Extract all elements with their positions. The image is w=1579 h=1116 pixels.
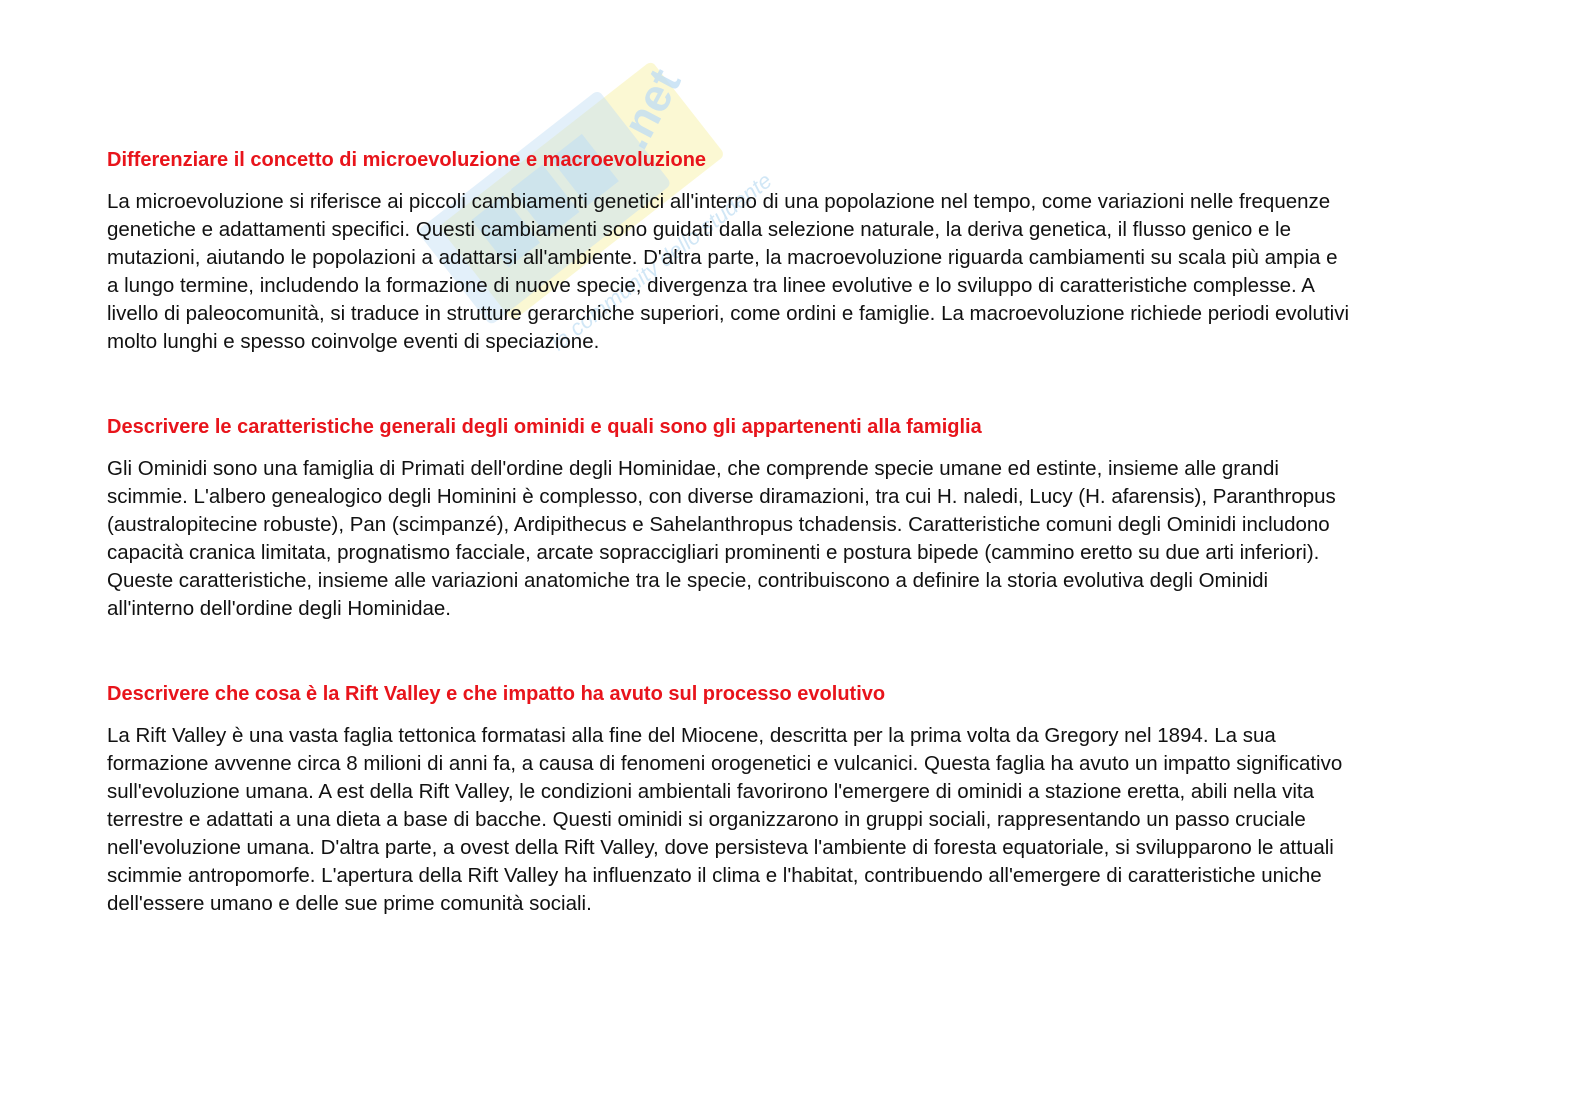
section-title: Descrivere che cosa è la Rift Valley e che impatto ha avuto sul processo evolutivo [107,683,886,705]
section-body: La Rift Valley è una vasta faglia tettonica formatasi alla fine del Miocene, descritta per la prima volta da Gregory nel 1894. La sua formazione avvenne circa 8 milioni di anni fa, a causa di fenomeni orogenetici e vulcanici. Questa faglia ha avuto un impatto significativo sull'evoluzione umana. A est della Rift Valley, le condizioni ambientali favorirono l'emergere di ominidi a stazione eretta, abili nella vita terrestre e adattati a una dieta a base di bacche. Questi ominidi si organizzarono in gruppi sociali, rappresentando un passo cruciale nell'evoluzione umana. D'altra parte, a ovest della Rift Valley, dove persisteva l'ambiente di foresta equatoriale, si svilupparono le attuali scimmie antropomorfe. L'apertura della Rift Valley ha influenzato il clima e l'habitat, contribuendo all'emergere di caratteristiche uniche dell'essere umano e delle sue prime comunità sociali. [107,724,1343,915]
section-rift-valley [107,680,1477,918]
section-title: Descrivere le caratteristiche generali degli ominidi e quali sono gli appartenenti alla famiglia [107,416,982,438]
document-content [107,146,1477,918]
section-ominidi [107,413,1477,623]
section-title: Differenziare il concetto di microevoluzione e macroevoluzione [107,149,707,171]
section-microevoluzione [107,146,1477,356]
watermark-subtext: la community dello studente [546,167,777,356]
section-body: Gli Ominidi sono una famiglia di Primati dell'ordine degli Hominidae, che comprende specie umane ed estinte, insieme alle grandi scimmie. L'albero genealogico degli Hominini è complesso, con diverse diramazioni, tra cui H. naledi, Lucy (H. afarensis), Paranthropus (australopitecine robuste), Pan (scimpanzé), Ardipithecus e Sahelanthropus tchadensis. Caratteristiche comuni degli Ominidi includono capacità cranica limitata, prognatismo facciale, arcate sopraccigliari prominenti e postura bipede (cammino eretto su due arti inferiori). Queste caratteristiche, insieme alle variazioni anatomiche tra le specie, contribuiscono a definire la storia evolutiva degli Ominidi all'interno dell'ordine degli Hominidae. [107,457,1336,620]
watermark-text: .net [606,60,691,157]
section-body: La microevoluzione si riferisce ai piccoli cambiamenti genetici all'interno di una popolazione nel tempo, come variazioni nelle frequenze genetiche e adattamenti specifici. Questi cambiamenti sono guidati dalla selezione naturale, la deriva genetica, il flusso genico e le mutazioni, aiutando le popolazioni a adattarsi all'ambiente. D'altra parte, la macroevoluzione riguarda cambiamenti su scala più ampia e a lungo termine, includendo la formazione di nuove specie, divergenza tra linee evolutive e lo sviluppo di caratteristiche complesse. A livello di paleocomunità, si traduce in strutture gerarchiche superiori, come ordini e famiglie. La macroevoluzione richiede periodi evolutivi molto lunghi e spesso coinvolge eventi di speciazione. [107,190,1350,353]
